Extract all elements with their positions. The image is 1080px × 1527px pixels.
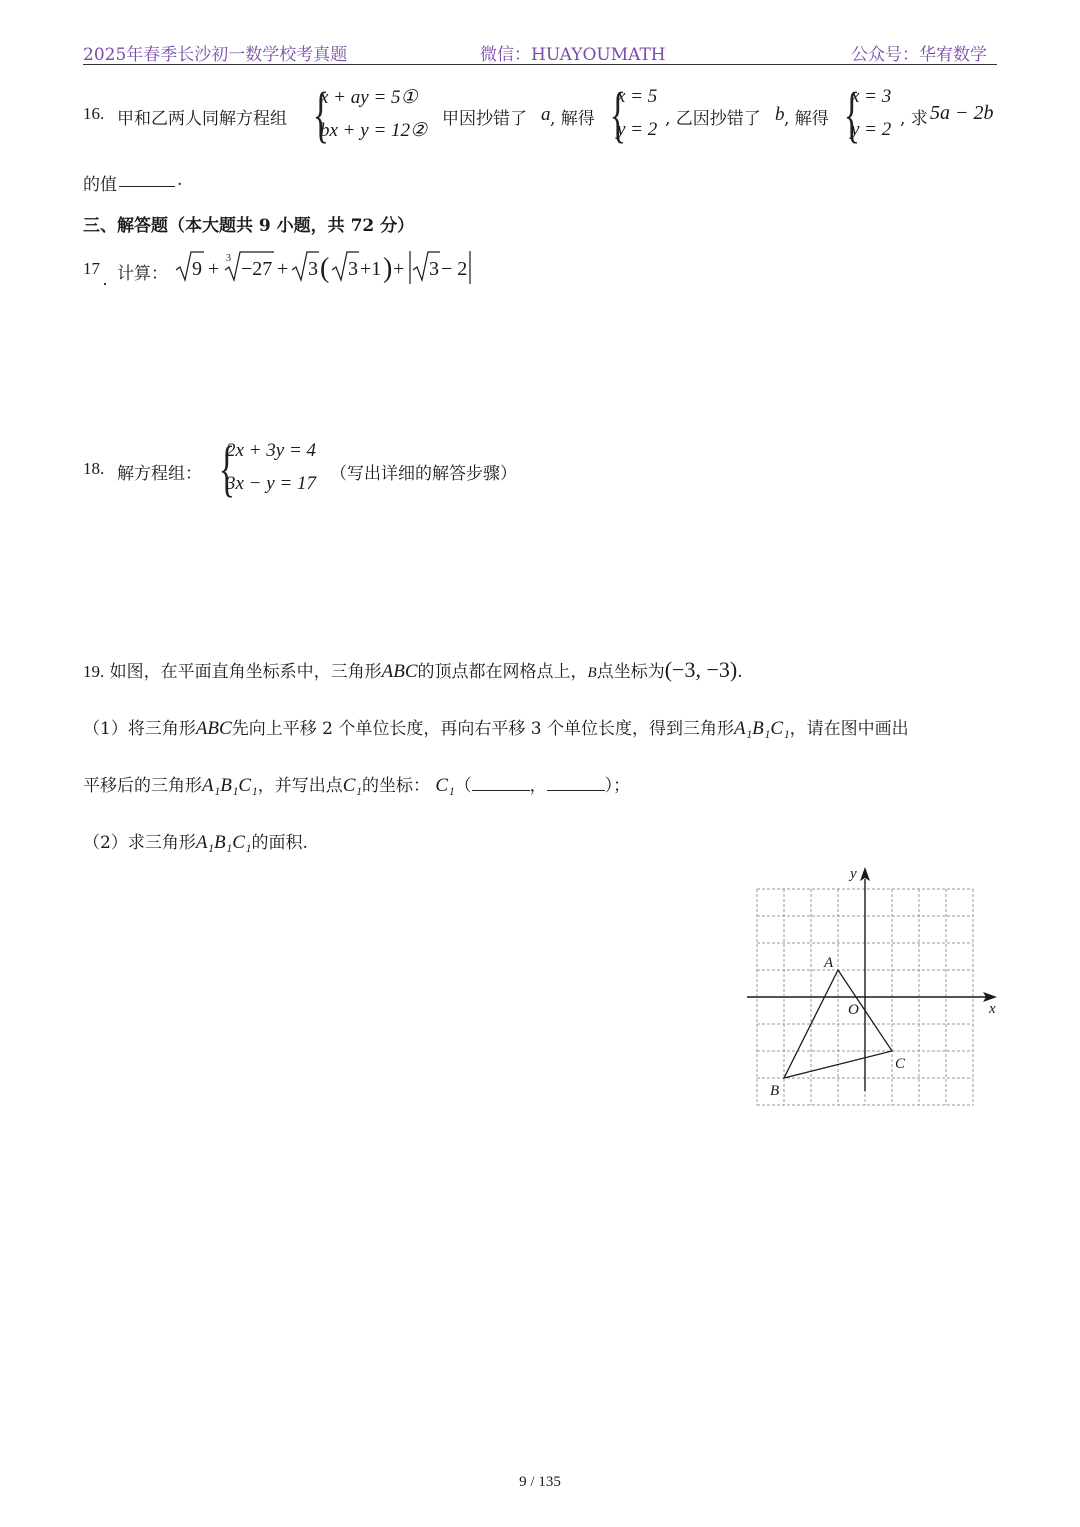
q19-b-point: B bbox=[587, 665, 597, 681]
q17-minus2: − 2 bbox=[441, 258, 468, 280]
q19-line1-end: . bbox=[737, 662, 743, 682]
q19-line1-b: 的顶点都在网格点上， bbox=[417, 662, 588, 682]
q17-rparen: ) bbox=[383, 253, 393, 284]
y-axis-label: y bbox=[850, 866, 857, 882]
q19-line3-c1-answer: C₁ bbox=[435, 775, 455, 796]
q16-answer-blank[interactable] bbox=[119, 170, 175, 187]
q16-sol1-brace: { bbox=[609, 81, 627, 149]
q19-abc: ABC bbox=[381, 661, 418, 682]
q16-sol1-x: x = 5 bbox=[617, 86, 658, 107]
q19-c1-y-blank[interactable] bbox=[547, 774, 605, 791]
header-title: 2025年春季长沙初一数学校考真题 bbox=[83, 45, 348, 65]
q19-part2-b: 的面积. bbox=[251, 833, 308, 853]
q16-sol2-x: x = 3 bbox=[851, 86, 892, 107]
q16-mid1: 甲因抄错了 bbox=[442, 109, 527, 129]
q19-line3-a: 平移后的三角形 bbox=[83, 776, 202, 796]
page-header bbox=[83, 38, 997, 65]
q19-line1-c: 点坐标为 bbox=[596, 662, 665, 682]
q19-line1-a: 如图，在平面直角坐标系中，三角形 bbox=[109, 662, 382, 682]
q19-line3-open: （ bbox=[454, 776, 472, 796]
q16-solve2: , 解得 bbox=[784, 109, 829, 129]
q16-var-b: b bbox=[775, 104, 785, 125]
q17-lparen: ( bbox=[320, 253, 330, 284]
q19-line3-close: ）； bbox=[604, 776, 631, 796]
q19-part1-a1b1c1: A₁B₁C₁ bbox=[733, 718, 790, 739]
q16-end: . bbox=[177, 170, 183, 190]
q17-cbrt-index: 3 bbox=[226, 253, 231, 264]
q17-cbrt: −27 bbox=[241, 258, 273, 280]
q19-part1-a: （1）将三角形 bbox=[83, 719, 196, 739]
q16-number: 16. bbox=[83, 104, 105, 123]
q17-plus1: + bbox=[208, 258, 220, 280]
q18-sys-eq2: 3x − y = 17 bbox=[226, 473, 317, 494]
q18-number: 18. bbox=[83, 459, 105, 478]
q17-plus2: + bbox=[277, 258, 289, 280]
q19-c1-x-blank[interactable] bbox=[472, 774, 530, 791]
q18-lead: 解方程组： bbox=[117, 464, 202, 484]
point-b-label: B bbox=[770, 1083, 780, 1099]
q19-b-coord: (−3, −3) bbox=[664, 657, 738, 682]
q18-note: （写出详细的解答步骤） bbox=[330, 464, 517, 484]
q19-number: 19. bbox=[83, 662, 105, 681]
q19-line3-c: 的坐标： bbox=[361, 776, 430, 796]
header-wechat: 微信：HUAYOUMATH bbox=[480, 45, 666, 65]
q16-mid2: , 乙因抄错了 bbox=[665, 109, 761, 129]
q16-sol2-brace: { bbox=[843, 81, 861, 149]
q17-expression bbox=[170, 246, 480, 288]
q17-sqrt9: 9 bbox=[192, 258, 202, 280]
q16-expression: 5a − 2b bbox=[930, 102, 994, 124]
q16-sol1-y: y = 2 bbox=[617, 119, 658, 140]
section-3-title: 三、解答题（本大题共 9 小题，共 72 分） bbox=[83, 216, 415, 236]
q16-sol2-y: y = 2 bbox=[851, 119, 892, 140]
q19-line3-c1: C₁ bbox=[342, 775, 362, 796]
q18-sys-brace: { bbox=[218, 435, 236, 503]
coordinate-figure bbox=[740, 862, 1010, 1124]
q16-lead: 甲和乙两人同解方程组 bbox=[117, 109, 287, 129]
q19-part2-a: （2）求三角形 bbox=[83, 833, 196, 853]
q16-tail: 的值 bbox=[83, 175, 117, 195]
q17-lead: 计算： bbox=[117, 264, 168, 284]
q16-sys-eq2: bx + y = 12② bbox=[320, 120, 428, 141]
q18-sys-eq1: 2x + 3y = 4 bbox=[226, 440, 317, 461]
q17-plus-one: +1 bbox=[360, 258, 382, 280]
q17-sqrt3b: 3 bbox=[348, 258, 358, 280]
q16-var-a: a bbox=[541, 104, 551, 125]
q19-part1-c: ，请在图中画出 bbox=[789, 719, 909, 739]
origin-label: O bbox=[848, 1002, 859, 1018]
q19-part1-abc: ABC bbox=[195, 718, 232, 739]
q16-sys-brace: { bbox=[312, 81, 330, 149]
q17-dot bbox=[104, 283, 106, 285]
q19-part1 bbox=[83, 714, 909, 740]
q16-ask: , 求 bbox=[900, 109, 928, 129]
page-number: 9 / 135 bbox=[519, 1474, 561, 1490]
q19-line1 bbox=[83, 657, 743, 683]
q19-part2 bbox=[83, 828, 308, 854]
q19-line3-comma: ， bbox=[529, 776, 547, 796]
q16-sys-eq1: x + ay = 5① bbox=[320, 87, 418, 108]
point-a-label: A bbox=[824, 955, 834, 971]
point-c-label: C bbox=[895, 1056, 906, 1072]
q17-plus3: + bbox=[393, 258, 405, 280]
q19-line3-b: ，并写出点 bbox=[257, 776, 343, 796]
q19-line3 bbox=[83, 771, 630, 797]
y-axis-arrow bbox=[860, 867, 870, 881]
q17-sqrt3a: 3 bbox=[308, 258, 318, 280]
header-account: 公众号：华宥数学 bbox=[851, 45, 987, 65]
q16-solve1: , 解得 bbox=[550, 109, 595, 129]
q19-part2-a1b1c1: A₁B₁C₁ bbox=[195, 832, 252, 853]
q17-number: 17 bbox=[83, 259, 100, 278]
q19-part1-b: 先向上平移 2 个单位长度，再向右平移 3 个单位长度，得到三角形 bbox=[231, 719, 734, 739]
x-axis-label: x bbox=[989, 1001, 996, 1017]
q17-sqrt3c: 3 bbox=[429, 258, 439, 280]
q19-line3-a1b1c1: A₁B₁C₁ bbox=[202, 775, 258, 796]
